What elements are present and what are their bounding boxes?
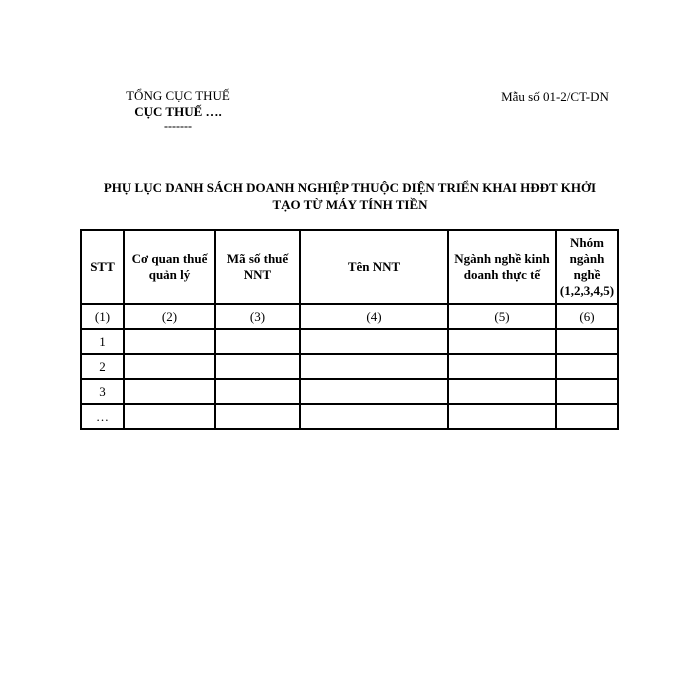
column-number-row bbox=[81, 304, 618, 329]
row-stt: 1 bbox=[81, 329, 124, 354]
table-cell bbox=[124, 329, 215, 354]
form-number: Mẫu số 01-2/CT-DN bbox=[501, 89, 609, 104]
agency-parent: TỔNG CỤC THUẾ bbox=[126, 88, 230, 103]
column-number: (2) bbox=[124, 304, 215, 329]
header-business-line: Ngành nghề kinh doanh thực tế bbox=[448, 230, 556, 304]
document-title bbox=[80, 179, 620, 213]
table-cell bbox=[124, 354, 215, 379]
header-taxpayer-name: Tên NNT bbox=[300, 230, 448, 304]
table-row bbox=[81, 379, 618, 404]
table-cell bbox=[124, 404, 215, 429]
table-cell bbox=[448, 404, 556, 429]
issuing-agency bbox=[98, 88, 258, 133]
table-cell bbox=[215, 379, 300, 404]
column-number: (1) bbox=[81, 304, 124, 329]
table-cell bbox=[300, 404, 448, 429]
column-number: (3) bbox=[215, 304, 300, 329]
table-cell bbox=[215, 329, 300, 354]
row-stt: 3 bbox=[81, 379, 124, 404]
table-header-row bbox=[81, 230, 618, 304]
table-cell bbox=[215, 354, 300, 379]
table-cell bbox=[556, 354, 618, 379]
table-cell bbox=[448, 354, 556, 379]
table-cell bbox=[300, 379, 448, 404]
header-stt: STT bbox=[81, 230, 124, 304]
table-row bbox=[81, 354, 618, 379]
agency-divider: ------- bbox=[164, 119, 192, 133]
column-number: (4) bbox=[300, 304, 448, 329]
table-cell bbox=[556, 404, 618, 429]
table-cell bbox=[556, 329, 618, 354]
header-tax-code: Mã số thuế NNT bbox=[215, 230, 300, 304]
agency-name: CỤC THUẾ …. bbox=[134, 104, 222, 119]
table-row bbox=[81, 404, 618, 429]
table-cell bbox=[556, 379, 618, 404]
table-cell bbox=[215, 404, 300, 429]
table-cell bbox=[124, 379, 215, 404]
header-tax-office: Cơ quan thuế quản lý bbox=[124, 230, 215, 304]
document-title-line1: PHỤ LỤC DANH SÁCH DOANH NGHIỆP THUỘC DIỆN TRIỂN KHAI HĐĐT KHỞI bbox=[103, 180, 597, 195]
table-cell bbox=[300, 354, 448, 379]
row-stt: … bbox=[81, 404, 124, 429]
column-number: (5) bbox=[448, 304, 556, 329]
table-cell bbox=[448, 379, 556, 404]
enterprise-list-table bbox=[80, 229, 619, 430]
table-row bbox=[81, 329, 618, 354]
document-title-line2: TẠO TỪ MÁY TÍNH TIỀN bbox=[272, 197, 428, 212]
table-cell bbox=[300, 329, 448, 354]
column-number: (6) bbox=[556, 304, 618, 329]
table-cell bbox=[448, 329, 556, 354]
header-industry-group: Nhóm ngành nghề (1,2,3,4,5) bbox=[556, 230, 618, 304]
row-stt: 2 bbox=[81, 354, 124, 379]
